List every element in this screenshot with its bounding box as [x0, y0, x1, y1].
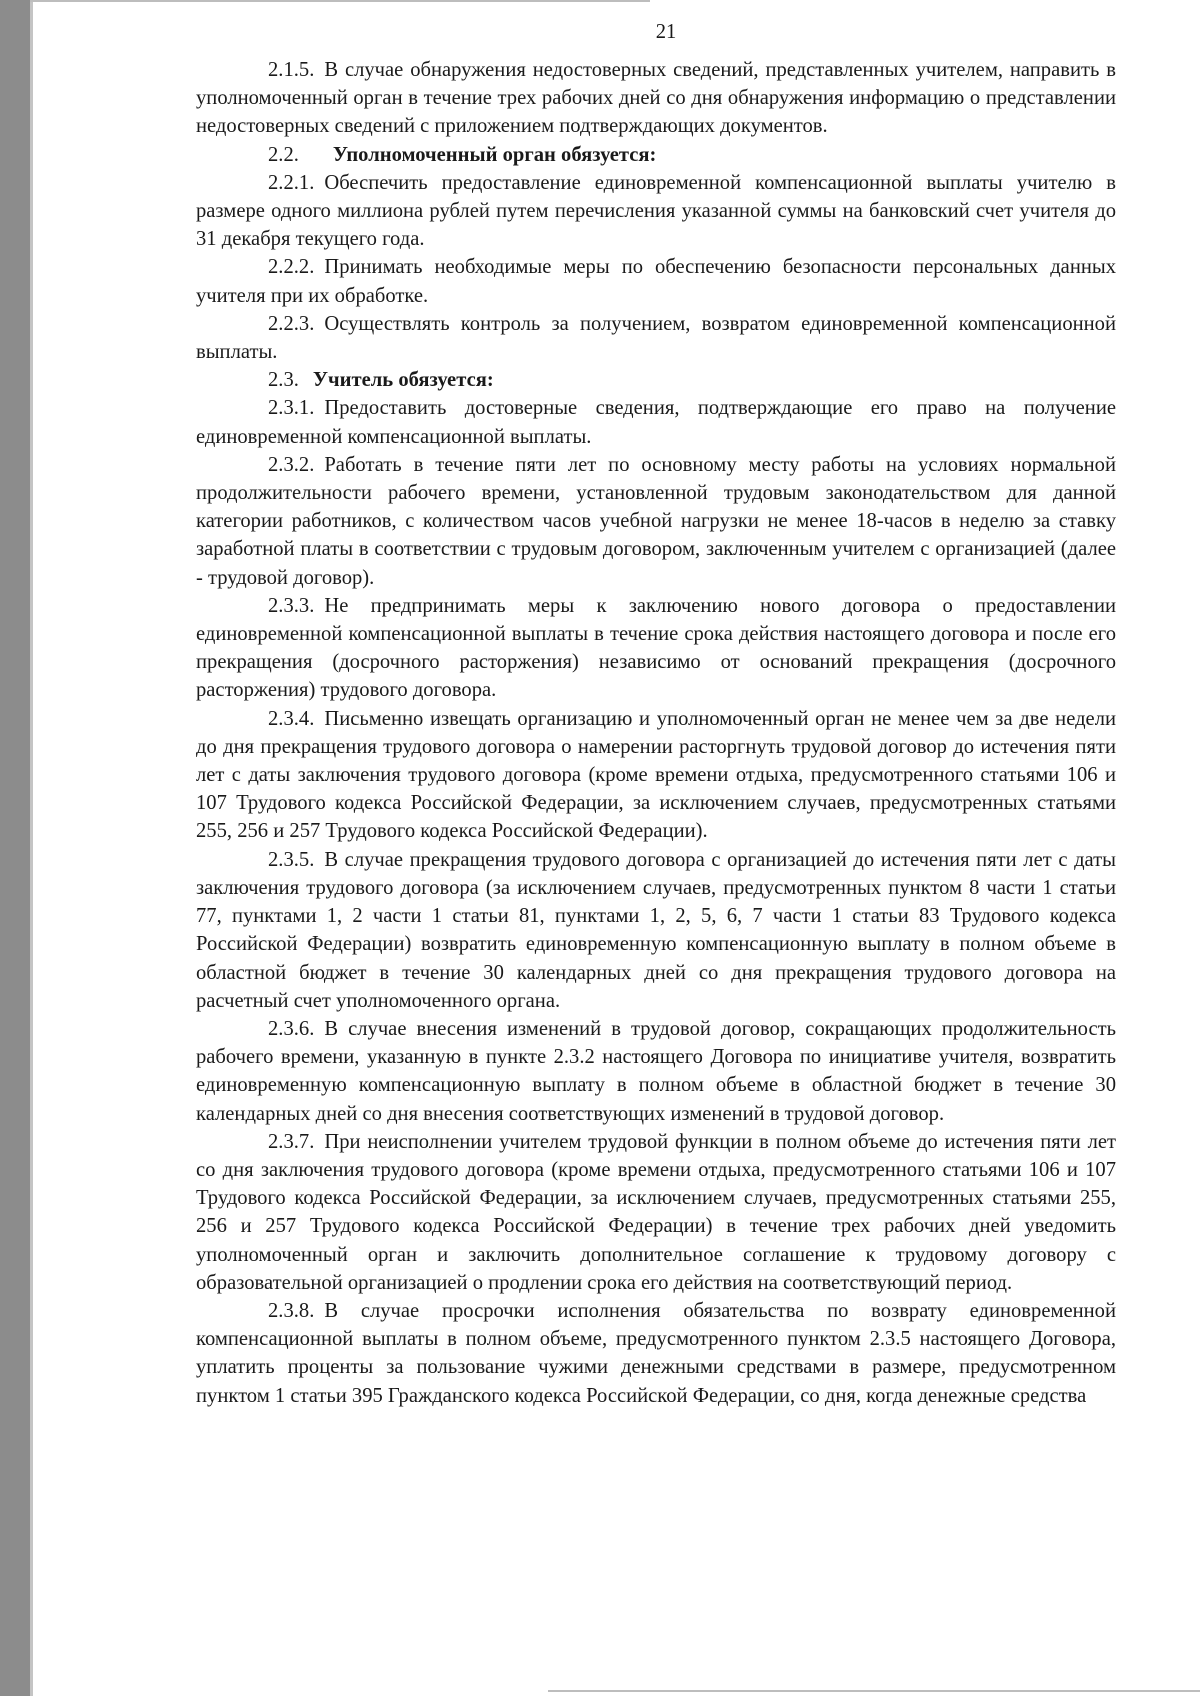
section-2-2-heading — [196, 141, 1116, 169]
clause-text: В случае прекращения трудового договора с организацией до истечения пяти лет с даты заключения трудового договора (за исключением случаев, предусмотренных пунктом 8 части 1 статьи 77, пунктами 1, 2 части 1 статьи 81, пунктами 1, 2, 5, 6, 7 части 1 статьи 83 Трудового кодекса Российской Федерации) возвратить единовременную компенсационную выплату в полном объеме в областной бюджет в течение 30 календарных дней со дня прекращения трудового договора на расчетный счет уполномоченного органа. — [196, 848, 1116, 1012]
section-heading-text: Учитель обязуется: — [312, 369, 494, 392]
clause-number: 2.3.6. — [268, 1017, 315, 1040]
clause-text: В случае просрочки исполнения обязательства по возврату единовременной компенсационной выплаты в полном объеме, предусмотренного пунктом 2.3.5 настоящего Договора, уплатить проценты за пользование чужими денежными средствами в размере, предусмотренном пунктом 1 статьи 395 Гражданского кодекса Российской Федерации, со дня, когда денежные средства — [196, 1299, 1116, 1407]
scan-bottom-line — [548, 1690, 1200, 1692]
clause-text: Обеспечить предоставление единовременной компенсационной выплаты учителю в размере одного миллиона рублей путем перечисления указанной суммы на банковский счет учителя до 31 декабря текущего года. — [196, 171, 1116, 251]
section-heading-text: Уполномоченный орган обязуется: — [332, 143, 657, 166]
document-page — [196, 18, 1116, 1410]
scan-edge-shadow — [30, 0, 33, 1696]
clause-text: Принимать необходимые меры по обеспечению безопасности персональных данных учителя при их обработке. — [196, 256, 1116, 307]
clause-2-3-4 — [196, 705, 1116, 846]
clause-number: 2.3.7. — [268, 1130, 315, 1153]
clause-text: Письменно извещать организацию и уполномоченный орган не менее чем за две недели до дня прекращения трудового договора о намерении расторгнуть трудовой договор до истечения пяти лет с даты заключения трудового договора (кроме времени отдыха, предусмотренного статьями 106 и 107 Трудового кодекса Российской Федерации, за исключением случаев, предусмотренных статьями 255, 256 и 257 Трудового кодекса Российской Федерации). — [196, 707, 1116, 843]
clause-number: 2.3.4. — [268, 707, 315, 730]
section-number: 2.2. — [268, 143, 299, 166]
clause-text: Не предпринимать меры к заключению нового договора о предоставлении единовременной компенсационной выплаты в течение срока действия настоящего договора и после его прекращения (досрочного расторжения) независимо от оснований прекращения (досрочного расторжения) трудового договора. — [196, 594, 1116, 702]
clause-number: 2.2.2. — [268, 256, 315, 279]
clause-2-1-5 — [196, 56, 1116, 141]
clause-text: В случае обнаружения недостоверных сведений, представленных учителем, направить в уполномоченный орган в течение трех рабочих дней со дня обнаружения информацию о представлении недостоверных сведений с приложением подтверждающих документов. — [196, 59, 1116, 138]
clause-2-3-6 — [196, 1015, 1116, 1128]
page-number: 21 — [655, 21, 677, 43]
clause-2-3-8 — [196, 1297, 1116, 1410]
clause-2-3-2 — [196, 451, 1116, 592]
clause-number: 2.2.3. — [268, 312, 315, 335]
clause-text: В случае внесения изменений в трудовой договор, сокращающих продолжительность рабочего времени, указанную в пункте 2.3.2 настоящего Договора по инициативе учителя, возвратить единовременную компенсационную выплату в полном объеме в областной бюджет в течение 30 календарных дней со дня внесения соответствующих изменений в трудовой договор. — [196, 1017, 1116, 1125]
clause-number: 2.2.1. — [268, 171, 315, 194]
clause-2-3-5 — [196, 846, 1116, 1015]
clause-number: 2.3.5. — [268, 848, 315, 871]
scan-top-line — [30, 0, 650, 2]
clause-2-2-3 — [196, 310, 1116, 366]
clause-number: 2.3.8. — [268, 1299, 315, 1322]
scan-left-edge — [0, 0, 30, 1696]
clause-number: 2.3.1. — [268, 397, 315, 420]
clause-text: При неисполнении учителем трудовой функции в полном объеме до истечения пяти лет со дня заключения трудового договора (кроме времени отдыха, предусмотренного статьями 106 и 107 Трудового кодекса Российской Федерации, за исключением случаев, предусмотренных статьями 255, 256 и 257 Трудового кодекса Российской Федерации) в течение трех рабочих дней уведомить уполномоченный орган и заключить дополнительное соглашение к трудовому договору с образовательной организацией о продлении срока его действия на соответствующий период. — [196, 1130, 1116, 1294]
clause-2-2-1 — [196, 169, 1116, 254]
clause-text: Предоставить достоверные сведения, подтверждающие его право на получение единовременной компенсационной выплаты. — [196, 397, 1116, 448]
section-2-3-heading — [196, 366, 1116, 394]
clause-2-3-7 — [196, 1128, 1116, 1297]
clause-2-3-1 — [196, 394, 1116, 450]
section-number: 2.3. — [268, 369, 299, 392]
clause-2-2-2 — [196, 253, 1116, 309]
clause-text: Осуществлять контроль за получением, возвратом единовременной компенсационной выплаты. — [196, 312, 1116, 364]
clause-number: 2.3.2. — [268, 453, 315, 476]
clause-number: 2.1.5. — [268, 59, 315, 81]
clause-text: Работать в течение пяти лет по основному месту работы на условиях нормальной продолжительности рабочего времени, установленной трудовым законодательством для данной категории работников, с количеством часов учебной нагрузки не менее 18-часов в неделю за ставку заработной платы в соответствии с трудовым договором, заключенным учителем с организацией (далее - трудовой договор). — [196, 453, 1116, 589]
clause-2-3-3 — [196, 592, 1116, 705]
clause-number: 2.3.3. — [268, 594, 315, 617]
